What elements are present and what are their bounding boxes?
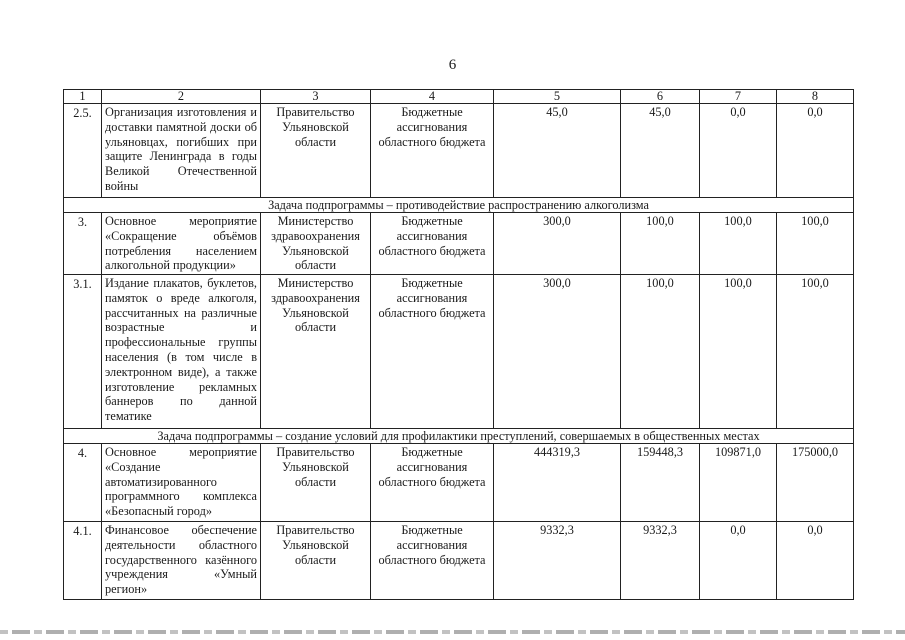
value-year-3: 175000,0 [777, 444, 854, 522]
funding-source: Бюджетные ассигнования областного бюджета [371, 104, 494, 198]
value-total: 300,0 [494, 213, 621, 275]
activity-name: Организация изготовления и доставки памятной доски об ульяновцах, погибших при защите Ленинграда в годы Великой Отечественной войны [102, 104, 261, 198]
value-year-3: 100,0 [777, 275, 854, 429]
table-row [64, 213, 854, 275]
header-cell-1: 1 [64, 90, 102, 104]
header-cell-7: 7 [700, 90, 777, 104]
activity-name: Издание плакатов, буклетов, памяток о вреде алкоголя, рассчитанных на различные возрастные и профессиональные группы населения (в том числе в электронном виде), а также изготовление рекламных баннеров по данной тематике [102, 275, 261, 429]
value-year-2: 0,0 [700, 104, 777, 198]
header-cell-3: 3 [261, 90, 371, 104]
funding-source: Бюджетные ассигнования областного бюджета [371, 213, 494, 275]
executor: Министерство здравоохранения Ульяновской области [261, 213, 371, 275]
scan-edge-artifact [0, 630, 905, 634]
value-year-1: 100,0 [621, 275, 700, 429]
header-cell-6: 6 [621, 90, 700, 104]
table-row [64, 444, 854, 522]
value-year-3: 0,0 [777, 104, 854, 198]
value-total: 444319,3 [494, 444, 621, 522]
value-year-1: 100,0 [621, 213, 700, 275]
value-year-1: 159448,3 [621, 444, 700, 522]
value-year-2: 100,0 [700, 275, 777, 429]
header-cell-2: 2 [102, 90, 261, 104]
executor: Правительство Ульяновской области [261, 522, 371, 600]
row-number: 2.5. [64, 104, 102, 198]
budget-table [63, 89, 854, 600]
row-number: 3. [64, 213, 102, 275]
table-row [64, 275, 854, 429]
row-number: 3.1. [64, 275, 102, 429]
header-cell-4: 4 [371, 90, 494, 104]
value-year-2: 109871,0 [700, 444, 777, 522]
row-number: 4.1. [64, 522, 102, 600]
table-row [64, 522, 854, 600]
activity-name: Финансовое обеспечение деятельности областного государственного казённого учреждения «Умный регион» [102, 522, 261, 600]
header-cell-5: 5 [494, 90, 621, 104]
task-heading: Задача подпрограммы – противодействие распространению алкоголизма [64, 198, 854, 213]
funding-source: Бюджетные ассигнования областного бюджета [371, 275, 494, 429]
value-year-1: 9332,3 [621, 522, 700, 600]
value-year-2: 100,0 [700, 213, 777, 275]
value-total: 300,0 [494, 275, 621, 429]
value-year-2: 0,0 [700, 522, 777, 600]
header-row [64, 90, 854, 104]
task-row [64, 429, 854, 444]
value-year-3: 100,0 [777, 213, 854, 275]
executor: Правительство Ульяновской области [261, 444, 371, 522]
funding-source: Бюджетные ассигнования областного бюджета [371, 444, 494, 522]
table-row [64, 104, 854, 198]
header-cell-8: 8 [777, 90, 854, 104]
activity-name: Основное мероприятие «Создание автоматизированного программного комплекса «Безопасный город» [102, 444, 261, 522]
task-heading: Задача подпрограммы – создание условий для профилактики преступлений, совершаемых в общественных местах [64, 429, 854, 444]
executor: Министерство здравоохранения Ульяновской области [261, 275, 371, 429]
value-year-3: 0,0 [777, 522, 854, 600]
row-number: 4. [64, 444, 102, 522]
page-number: 6 [448, 57, 457, 73]
value-total: 9332,3 [494, 522, 621, 600]
value-total: 45,0 [494, 104, 621, 198]
funding-source: Бюджетные ассигнования областного бюджета [371, 522, 494, 600]
task-row [64, 198, 854, 213]
value-year-1: 45,0 [621, 104, 700, 198]
executor: Правительство Ульяновской области [261, 104, 371, 198]
activity-name: Основное мероприятие «Сокращение объёмов потребления населением алкогольной продукции» [102, 213, 261, 275]
